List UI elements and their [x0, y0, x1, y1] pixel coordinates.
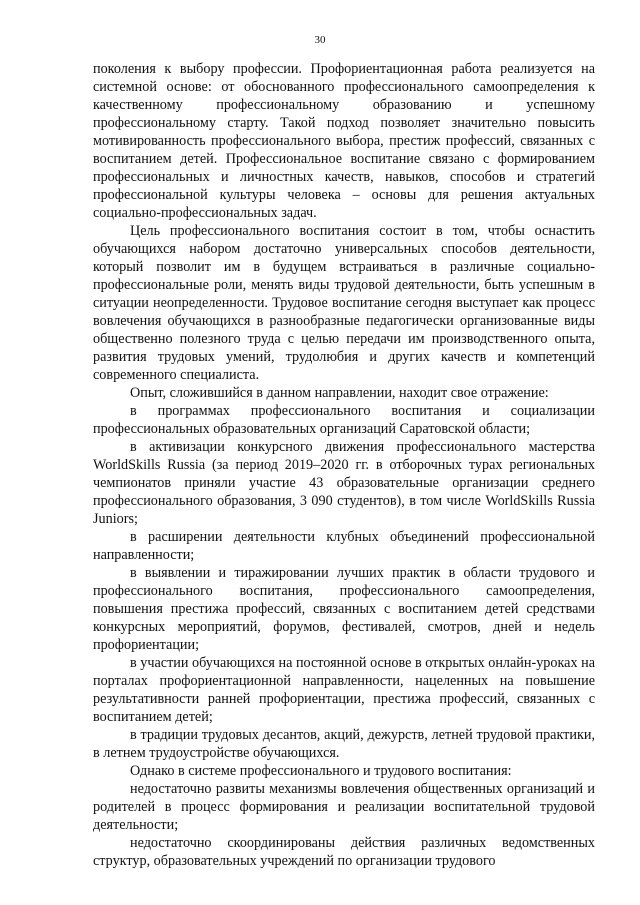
- paragraph-1: поколения к выбору профессии. Профориентационная работа реализуется на системной основе: от обоснованного профессионального самоопределения к качественному профессиональному образованию и успешному профессиональному старту. Такой подход позволяет значительно повысить мотивированность профессионального выбора, престиж профессий, связанных с воспитанием детей. Профессиональное воспитание связано с формированием профессиональных и личностных качеств, навыков, способов и стратегий профессиональной культуры человека – основы для решения актуальных социально-профессиональных задач.: [93, 61, 595, 221]
- paragraph-12: недостаточно скоординированы действия различных ведомственных структур, образовательных учреждений по организации трудового: [93, 835, 595, 869]
- paragraph-8: в участии обучающихся на постоянной основе в открытых онлайн-уроках на порталах профориентационной направленности, нацеленных на повышение результативности ранней профориентации, престижа профессий, связанных с воспитанием детей;: [93, 655, 595, 725]
- paragraph-9: в традиции трудовых десантов, акций, дежурств, летней трудовой практики, в летнем трудоустройстве обучающихся.: [93, 727, 595, 761]
- paragraph-11: недостаточно развиты механизмы вовлечения общественных организаций и родителей в процесс формирования и реализации воспитательной трудовой деятельности;: [93, 781, 595, 833]
- paragraph-3: Опыт, сложившийся в данном направлении, находит свое отражение:: [130, 385, 549, 401]
- paragraph-4: в программах профессионального воспитания и социализации профессиональных образовательных организаций Саратовской области;: [93, 403, 595, 437]
- paragraph-2: Цель профессионального воспитания состоит в том, чтобы оснастить обучающихся набором достаточно универсальных способов деятельности, который позволит им в будущем встраиваться в различные социально-профессиональные роли, менять виды трудовой деятельности, быть успешным в ситуации неопределенности. Трудовое воспитание сегодня выступает как процесс вовлечения обучающихся в разнообразные педагогически организованные виды общественно полезного труда с целью передачи им производственного опыта, развития трудовых умений, трудолюбия и других качеств и компетенций современного специалиста.: [93, 223, 595, 383]
- body-text: [93, 60, 595, 870]
- paragraph-10: Однако в системе профессионального и трудового воспитания:: [130, 763, 512, 779]
- paragraph-7: в выявлении и тиражировании лучших практик в области трудового и профессионального воспитания, профессионального самоопределения, повышения престижа профессий, связанных с воспитанием детей средствами конкурсных мероприятий, форумов, фестивалей, смотров, дней и недель профориентации;: [93, 565, 595, 653]
- paragraph-5: в активизации конкурсного движения профессионального мастерства WorldSkills Russia (за период 2019–2020 гг. в отборочных турах региональных чемпионатов приняли участие 43 образовательные организации среднего профессионального образования, 3 090 студентов), в том числе WorldSkills Russia Juniors;: [93, 439, 595, 527]
- paragraph-6: в расширении деятельности клубных объединений профессиональной направленности;: [93, 529, 595, 563]
- page-number: 30: [314, 34, 326, 46]
